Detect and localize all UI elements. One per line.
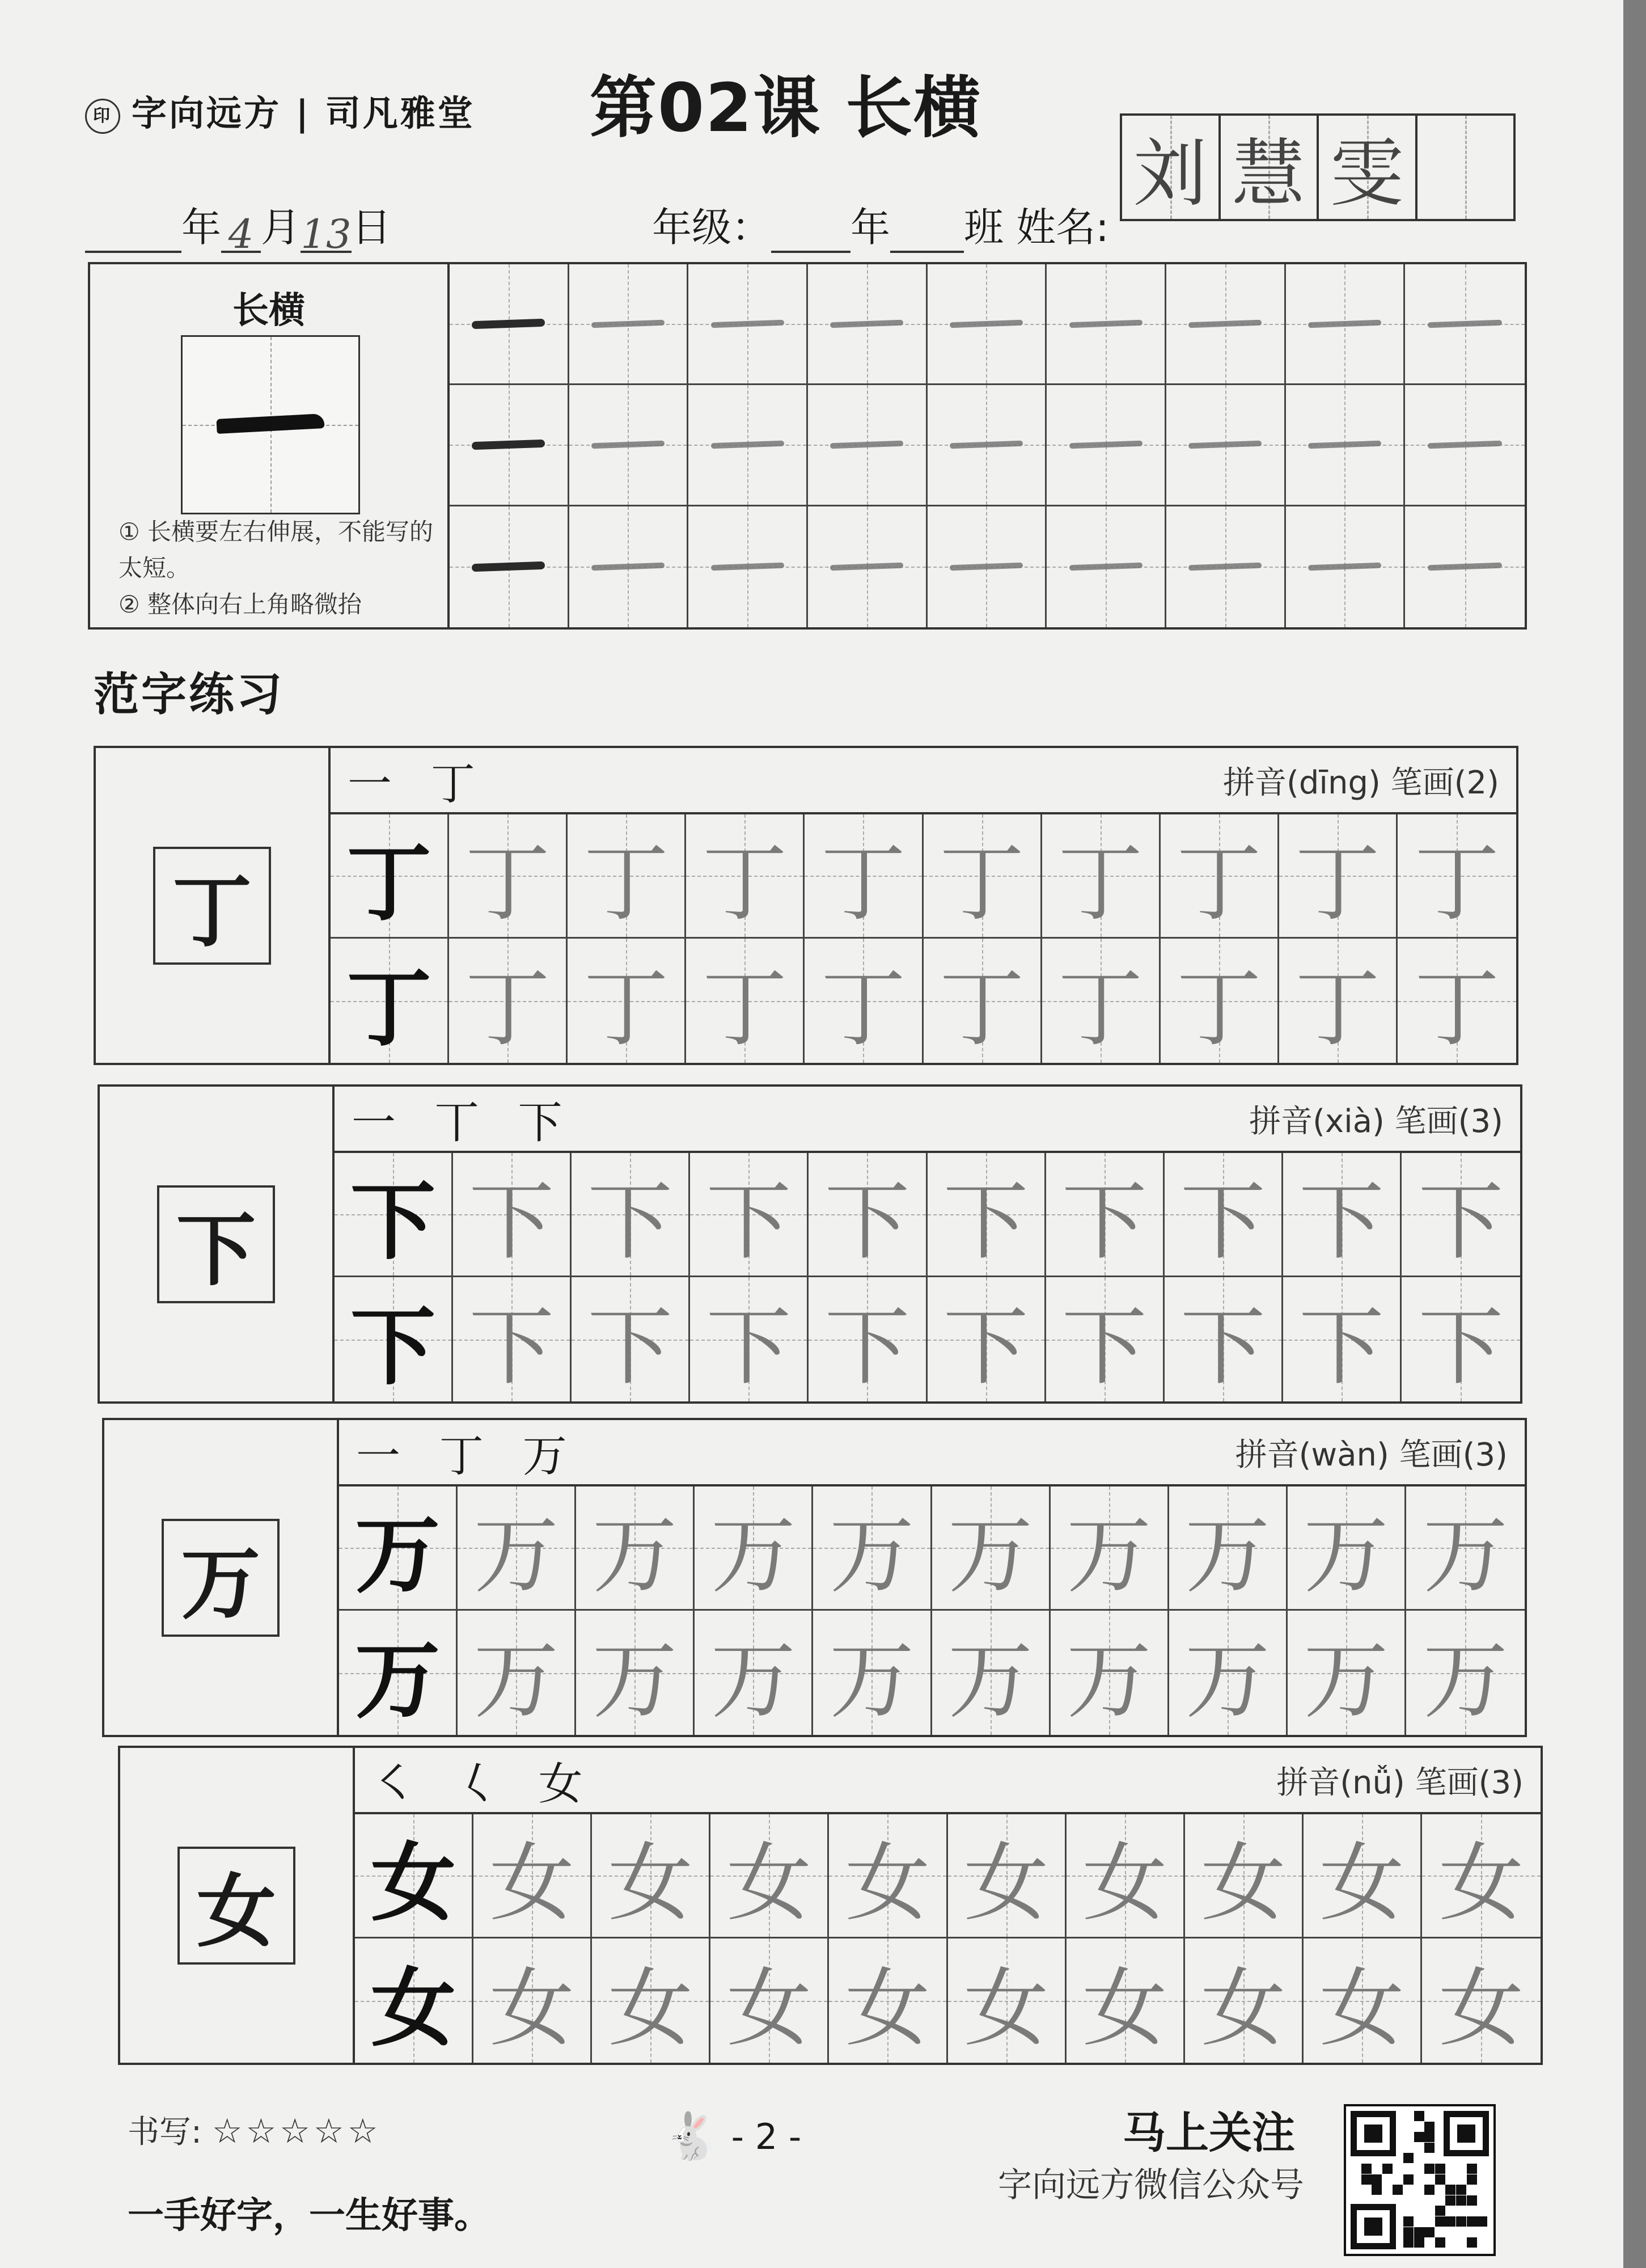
- practice-character-cell[interactable]: [572, 1153, 690, 1277]
- horizontal-stroke-icon: [1428, 320, 1502, 328]
- character-practice-grid: [355, 1814, 1541, 2063]
- written-character: 万: [473, 1506, 559, 1605]
- practice-character-cell[interactable]: [1042, 939, 1161, 1063]
- character-info-row: [331, 748, 1516, 814]
- practice-character-cell[interactable]: [813, 1611, 932, 1735]
- practice-character-cell[interactable]: [1402, 1277, 1520, 1401]
- written-character: 万: [355, 1505, 441, 1605]
- written-character: 女: [371, 1958, 456, 2058]
- practice-character-cell[interactable]: [568, 814, 686, 939]
- stroke-practice-cell[interactable]: [569, 264, 689, 385]
- written-character: 丁: [1057, 834, 1143, 933]
- follow-label: 马上关注: [1123, 2107, 1295, 2158]
- practice-character-cell[interactable]: [686, 814, 805, 939]
- page-number: [663, 2110, 801, 2163]
- horizontal-stroke-icon: [472, 319, 545, 329]
- model-character: 女: [177, 1847, 295, 1965]
- pinyin-stroke-count: 拼音(dīng) 笔画(2): [1223, 764, 1499, 801]
- practice-character-cell[interactable]: [1169, 1611, 1288, 1735]
- written-character: 女: [1438, 1834, 1524, 1933]
- practice-character-cell[interactable]: [809, 1153, 927, 1277]
- horizontal-stroke-icon: [472, 561, 545, 572]
- written-character: 丁: [346, 833, 432, 933]
- horizontal-stroke-icon: [950, 563, 1023, 571]
- stroke-practice-cell[interactable]: [1047, 264, 1166, 385]
- written-character: 下: [1061, 1173, 1147, 1272]
- written-character: 女: [845, 1959, 930, 2058]
- written-character: 女: [608, 1834, 693, 1933]
- horizontal-stroke-icon: [1069, 563, 1143, 571]
- practice-character-cell[interactable]: [572, 1277, 690, 1401]
- horizontal-stroke-icon: [1069, 320, 1143, 328]
- horizontal-stroke-icon: [1428, 441, 1502, 449]
- name-box[interactable]: 刘: [1122, 116, 1221, 219]
- written-character: 女: [489, 1834, 575, 1933]
- written-character: 万: [592, 1631, 678, 1730]
- name-boxes: [1120, 113, 1516, 221]
- stroke-order: 一 丁: [348, 758, 488, 810]
- grade-label: 年级：: [652, 204, 771, 251]
- pinyin-stroke-count: 拼音(xià) 笔画(3): [1249, 1103, 1503, 1140]
- practice-character-cell[interactable]: [592, 1814, 710, 1938]
- written-character: 下: [943, 1298, 1029, 1397]
- wechat-account-label: 字向远方微信公众号: [998, 2165, 1304, 2205]
- written-character: 万: [1423, 1506, 1508, 1605]
- stroke-practice-cell[interactable]: [928, 506, 1047, 627]
- written-character: 女: [608, 1959, 693, 2058]
- traced-character-cell[interactable]: [339, 1486, 458, 1611]
- name-box[interactable]: [1417, 116, 1514, 219]
- written-character: 万: [1066, 1631, 1152, 1730]
- page-edge: [1623, 0, 1646, 2268]
- stroke-practice-cell[interactable]: [1286, 506, 1406, 627]
- horizontal-stroke-icon: [950, 320, 1023, 328]
- practice-character-cell[interactable]: [592, 1938, 710, 2063]
- page-number-text: - 2 -: [731, 2115, 802, 2157]
- character-practice-area: [331, 748, 1516, 1063]
- written-character: 下: [1298, 1298, 1384, 1397]
- practice-character-cell[interactable]: [829, 1938, 947, 2063]
- rating-stars[interactable]: ☆☆☆☆☆: [211, 2111, 382, 2151]
- practice-character-cell[interactable]: [473, 1938, 592, 2063]
- practice-character-cell[interactable]: [928, 1277, 1046, 1401]
- written-character: 丁: [820, 834, 906, 933]
- written-character: 丁: [583, 834, 669, 933]
- practice-character-cell[interactable]: [576, 1611, 695, 1735]
- written-character: 丁: [346, 958, 432, 1058]
- character-practice-area: [355, 1748, 1541, 2063]
- horizontal-stroke-icon: [950, 441, 1023, 449]
- stroke-practice-cell[interactable]: [450, 506, 569, 627]
- long-horizontal-stroke-icon: [216, 413, 324, 434]
- practice-character-cell[interactable]: [932, 1486, 1051, 1611]
- model-character-panel: [120, 1748, 355, 2063]
- traced-character-cell[interactable]: [331, 814, 449, 939]
- practice-character-cell[interactable]: [1398, 939, 1516, 1063]
- practice-character-cell[interactable]: [1051, 1611, 1169, 1735]
- traced-character-cell[interactable]: [355, 1938, 473, 2063]
- writing-rating: [128, 2107, 382, 2152]
- written-character: 女: [726, 1834, 812, 1933]
- horizontal-stroke-icon: [1308, 563, 1381, 571]
- horizontal-stroke-icon: [1428, 563, 1502, 571]
- brand-text: 字向远方 | 司凡雅堂: [132, 92, 475, 134]
- practice-character-cell[interactable]: [568, 939, 686, 1063]
- written-character: 下: [943, 1173, 1029, 1272]
- horizontal-stroke-icon: [830, 441, 903, 449]
- written-character: 万: [592, 1506, 678, 1605]
- written-character: 下: [587, 1298, 673, 1397]
- written-character: 下: [824, 1173, 910, 1272]
- written-character: 万: [473, 1631, 559, 1730]
- practice-character-cell[interactable]: [686, 939, 805, 1063]
- day-label: 日: [352, 204, 391, 251]
- stroke-practice-cell[interactable]: [1166, 264, 1286, 385]
- horizontal-stroke-icon: [830, 563, 903, 571]
- practice-character-cell[interactable]: [1161, 814, 1279, 939]
- character-practice-block: [98, 1084, 1522, 1404]
- stroke-order: ㇛ 𡿨 女: [372, 1758, 595, 1810]
- practice-character-cell[interactable]: [1398, 814, 1516, 939]
- stroke-practice-cell[interactable]: [450, 385, 569, 506]
- practice-character-cell[interactable]: [1046, 1153, 1165, 1277]
- stroke-practice-cell[interactable]: [569, 506, 689, 627]
- rabbit-icon: 🐇: [663, 2110, 720, 2163]
- practice-character-cell[interactable]: [928, 1153, 1046, 1277]
- traced-character-cell[interactable]: [355, 1814, 473, 1938]
- written-character: 万: [1184, 1506, 1270, 1605]
- written-character: 下: [706, 1298, 792, 1397]
- horizontal-stroke-icon: [1188, 563, 1262, 571]
- stroke-practice-cell[interactable]: [928, 264, 1047, 385]
- name-label: 姓名:: [1016, 204, 1109, 251]
- practice-character-cell[interactable]: [1051, 1486, 1169, 1611]
- year-label: 年: [181, 204, 221, 251]
- horizontal-stroke-icon: [472, 440, 545, 450]
- written-character: 万: [710, 1506, 796, 1605]
- practice-character-cell[interactable]: [1402, 1153, 1520, 1277]
- practice-character-cell[interactable]: [1042, 814, 1161, 939]
- stroke-practice-cell[interactable]: [808, 506, 928, 627]
- motto: 一手好字，一生好事。: [128, 2195, 490, 2237]
- written-character: 下: [706, 1173, 792, 1272]
- written-character: 下: [350, 1296, 436, 1397]
- practice-character-cell[interactable]: [1283, 1153, 1402, 1277]
- stroke-practice-cell[interactable]: [569, 385, 689, 506]
- stroke-lesson: [88, 262, 1527, 630]
- horizontal-stroke-icon: [711, 563, 784, 571]
- model-character: 下: [157, 1185, 275, 1303]
- practice-character-cell[interactable]: [453, 1277, 572, 1401]
- written-character: 丁: [1414, 959, 1500, 1058]
- practice-character-cell[interactable]: [1279, 939, 1398, 1063]
- practice-character-cell[interactable]: [809, 1277, 927, 1401]
- written-character: 丁: [1414, 834, 1500, 933]
- practice-character-cell[interactable]: [1304, 1814, 1422, 1938]
- written-character: 丁: [820, 959, 906, 1058]
- traced-character-cell[interactable]: [339, 1611, 458, 1735]
- written-character: 下: [469, 1298, 555, 1397]
- practice-character-cell[interactable]: [1046, 1277, 1165, 1401]
- practice-character-cell[interactable]: [1283, 1277, 1402, 1401]
- written-character: 丁: [465, 959, 551, 1058]
- written-character: 万: [710, 1631, 796, 1730]
- written-character: 女: [489, 1959, 575, 2058]
- character-practice-block: [102, 1418, 1527, 1737]
- character-practice-grid: [335, 1153, 1520, 1401]
- horizontal-stroke-icon: [711, 320, 784, 328]
- horizontal-stroke-icon: [1308, 320, 1381, 328]
- stroke-practice-cell[interactable]: [1405, 506, 1525, 627]
- character-info-row: [339, 1420, 1525, 1486]
- practice-character-cell[interactable]: [1161, 939, 1279, 1063]
- practice-character-cell[interactable]: [1185, 1814, 1304, 1938]
- practice-character-cell[interactable]: [1288, 1611, 1406, 1735]
- character-practice-grid: [339, 1486, 1525, 1735]
- stroke-practice-cell[interactable]: [928, 385, 1047, 506]
- lesson-tip-2: ② 整体向右上角略微抬: [119, 590, 362, 618]
- model-character-panel: [104, 1420, 339, 1735]
- stroke-practice-cell[interactable]: [1047, 385, 1166, 506]
- written-character: 女: [1200, 1834, 1286, 1933]
- brand-logo: [85, 85, 475, 136]
- practice-character-cell[interactable]: [690, 1153, 809, 1277]
- written-character: 丁: [939, 834, 1025, 933]
- written-character: 万: [355, 1630, 441, 1730]
- written-character: 丁: [939, 959, 1025, 1058]
- pinyin-stroke-count: 拼音(nǚ) 笔画(3): [1276, 1764, 1524, 1801]
- practice-character-cell[interactable]: [924, 939, 1042, 1063]
- date-line: [85, 196, 391, 257]
- class-label: 班: [964, 204, 1004, 251]
- month-label: 月: [261, 204, 301, 251]
- written-character: 女: [726, 1959, 812, 2058]
- practice-character-cell[interactable]: [932, 1611, 1051, 1735]
- practice-character-cell[interactable]: [1304, 1938, 1422, 2063]
- stroke-practice-cell[interactable]: [1405, 264, 1525, 385]
- stroke-practice-cell[interactable]: [1166, 506, 1286, 627]
- horizontal-stroke-icon: [591, 563, 665, 571]
- practice-character-cell[interactable]: [1279, 814, 1398, 939]
- rating-label: 书写:: [128, 2114, 202, 2151]
- written-character: 女: [963, 1834, 1049, 1933]
- stroke-practice-cell[interactable]: [1405, 385, 1525, 506]
- written-character: 下: [1298, 1173, 1384, 1272]
- character-practice-block: [118, 1746, 1543, 2065]
- horizontal-stroke-icon: [830, 320, 903, 328]
- stroke-practice-cell[interactable]: [808, 385, 928, 506]
- practice-character-cell[interactable]: [1067, 1938, 1185, 2063]
- stroke-practice-cell[interactable]: [688, 385, 808, 506]
- written-character: 下: [1180, 1173, 1266, 1272]
- stroke-order: 一 丁 万: [356, 1430, 579, 1482]
- character-practice-grid: [331, 814, 1516, 1063]
- name-box[interactable]: 慧: [1221, 116, 1319, 219]
- lesson-instructions: [90, 264, 450, 627]
- horizontal-stroke-icon: [1188, 441, 1262, 449]
- practice-character-cell[interactable]: [924, 814, 1042, 939]
- stroke-practice-cell[interactable]: [688, 506, 808, 627]
- traced-character-cell[interactable]: [331, 939, 449, 1063]
- practice-character-cell[interactable]: [948, 1938, 1067, 2063]
- traced-character-cell[interactable]: [335, 1277, 453, 1401]
- pinyin-stroke-count: 拼音(wàn) 笔画(3): [1235, 1436, 1508, 1473]
- written-character: 女: [1082, 1834, 1167, 1933]
- practice-character-cell[interactable]: [805, 939, 923, 1063]
- stroke-practice-cell[interactable]: [688, 264, 808, 385]
- qr-code-icon[interactable]: [1344, 2104, 1496, 2256]
- practice-character-cell[interactable]: [458, 1611, 576, 1735]
- written-character: 万: [1303, 1631, 1389, 1730]
- practice-character-cell[interactable]: [690, 1277, 809, 1401]
- written-character: 丁: [702, 834, 788, 933]
- written-character: 丁: [583, 959, 669, 1058]
- character-info-row: [355, 1748, 1541, 1814]
- model-character-panel: [100, 1087, 335, 1401]
- practice-character-cell[interactable]: [1406, 1486, 1525, 1611]
- grade-blank[interactable]: [771, 211, 850, 253]
- written-character: 万: [947, 1631, 1033, 1730]
- stroke-practice-cell[interactable]: [1286, 385, 1406, 506]
- written-character: 丁: [1176, 959, 1262, 1058]
- lesson-tip-1: ① 长横要左右伸展，不能写的太短。: [119, 518, 434, 582]
- written-character: 下: [350, 1172, 436, 1272]
- written-character: 丁: [1294, 834, 1380, 933]
- practice-character-cell[interactable]: [1067, 1814, 1185, 1938]
- section-title: 范字练习: [94, 668, 284, 721]
- month-value[interactable]: 4: [221, 211, 261, 253]
- horizontal-stroke-icon: [711, 441, 784, 449]
- written-character: 万: [1423, 1631, 1508, 1730]
- horizontal-stroke-icon: [591, 441, 665, 449]
- page-title: 第02课 长横: [590, 69, 982, 147]
- character-practice-block: [94, 746, 1518, 1065]
- grade-year-label: 年: [850, 204, 890, 251]
- year-blank[interactable]: [85, 211, 181, 253]
- written-character: 万: [1184, 1631, 1270, 1730]
- written-character: 万: [947, 1506, 1033, 1605]
- practice-character-cell[interactable]: [695, 1486, 813, 1611]
- practice-character-cell[interactable]: [710, 1938, 829, 2063]
- written-character: 丁: [702, 959, 788, 1058]
- written-character: 万: [829, 1631, 915, 1730]
- written-character: 下: [469, 1173, 555, 1272]
- written-character: 女: [1438, 1959, 1524, 2058]
- written-character: 女: [963, 1959, 1049, 2058]
- practice-character-cell[interactable]: [449, 814, 568, 939]
- character-practice-area: [339, 1420, 1525, 1735]
- practice-character-cell[interactable]: [576, 1486, 695, 1611]
- practice-character-cell[interactable]: [1165, 1277, 1283, 1401]
- written-character: 女: [1319, 1834, 1404, 1933]
- stroke-practice-cell[interactable]: [450, 264, 569, 385]
- stroke-practice-cell[interactable]: [1166, 385, 1286, 506]
- stroke-order: 一 丅 下: [352, 1097, 575, 1148]
- written-character: 下: [1418, 1173, 1504, 1272]
- model-character-panel: [96, 748, 331, 1063]
- model-character: 丁: [153, 847, 271, 965]
- written-character: 丁: [1057, 959, 1143, 1058]
- stroke-practice-cell[interactable]: [808, 264, 928, 385]
- class-blank[interactable]: [890, 211, 964, 253]
- written-character: 下: [1061, 1298, 1147, 1397]
- stroke-demo-diagram: [181, 335, 360, 514]
- written-character: 丁: [1176, 834, 1262, 933]
- horizontal-stroke-icon: [1069, 441, 1143, 449]
- character-info-row: [335, 1087, 1520, 1153]
- practice-character-cell[interactable]: [829, 1814, 947, 1938]
- practice-character-cell[interactable]: [695, 1611, 813, 1735]
- practice-character-cell[interactable]: [1406, 1611, 1525, 1735]
- practice-character-cell[interactable]: [1169, 1486, 1288, 1611]
- written-character: 女: [845, 1834, 930, 1933]
- practice-character-cell[interactable]: [813, 1486, 932, 1611]
- written-character: 丁: [1294, 959, 1380, 1058]
- stroke-practice-grid: [450, 264, 1525, 627]
- written-character: 女: [1319, 1959, 1404, 2058]
- grade-line: [652, 196, 1109, 253]
- horizontal-stroke-icon: [1308, 441, 1381, 449]
- character-practice-area: [335, 1087, 1520, 1401]
- written-character: 丁: [465, 834, 551, 933]
- stroke-practice-cell[interactable]: [1047, 506, 1166, 627]
- practice-character-cell[interactable]: [473, 1814, 592, 1938]
- stroke-practice-cell[interactable]: [1286, 264, 1406, 385]
- horizontal-stroke-icon: [1188, 320, 1262, 328]
- written-character: 万: [1303, 1506, 1389, 1605]
- practice-character-cell[interactable]: [710, 1814, 829, 1938]
- practice-character-cell[interactable]: [453, 1153, 572, 1277]
- practice-character-cell[interactable]: [1288, 1486, 1406, 1611]
- practice-character-cell[interactable]: [449, 939, 568, 1063]
- traced-character-cell[interactable]: [335, 1153, 453, 1277]
- day-value[interactable]: 13: [301, 211, 352, 257]
- practice-character-cell[interactable]: [458, 1486, 576, 1611]
- written-character: 女: [371, 1833, 456, 1933]
- practice-character-cell[interactable]: [1185, 1938, 1304, 2063]
- written-character: 下: [587, 1173, 673, 1272]
- practice-character-cell[interactable]: [805, 814, 923, 939]
- practice-character-cell[interactable]: [1422, 1814, 1541, 1938]
- written-character: 女: [1200, 1959, 1286, 2058]
- written-character: 下: [1180, 1298, 1266, 1397]
- practice-character-cell[interactable]: [948, 1814, 1067, 1938]
- model-character: 万: [162, 1519, 280, 1637]
- lesson-stroke-name: 长横: [232, 290, 305, 332]
- brand-seal-icon: 印: [85, 99, 120, 134]
- written-character: 下: [824, 1298, 910, 1397]
- practice-character-cell[interactable]: [1422, 1938, 1541, 2063]
- written-character: 万: [1066, 1506, 1152, 1605]
- name-box[interactable]: 雯: [1319, 116, 1417, 219]
- written-character: 下: [1418, 1298, 1504, 1397]
- written-character: 万: [829, 1506, 915, 1605]
- written-character: 女: [1082, 1959, 1167, 2058]
- practice-character-cell[interactable]: [1165, 1153, 1283, 1277]
- horizontal-stroke-icon: [591, 320, 665, 328]
